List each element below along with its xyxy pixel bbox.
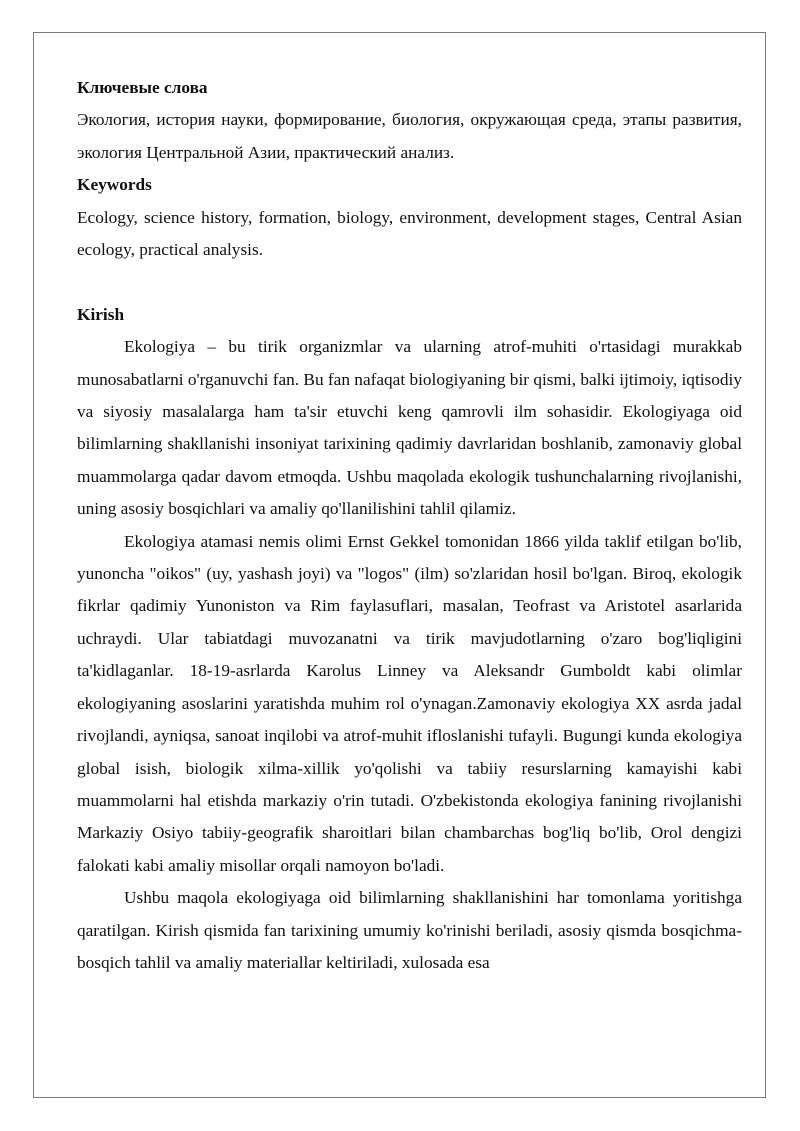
intro-paragraph-3: Ushbu maqola ekologiyaga oid bilimlarning shakllanishini har tomonlama yoritishga qaratilgan. Kirish qismida fan tarixining umumiy ko'rinishi beriladi, asosiy qismda bosqichma-bosqich tahlil va amaliy materiallar keltiriladi, xulosada esa (77, 888, 742, 972)
keywords-ru-text: Экология, история науки, формирование, биология, окружающая среда, этапы развития, экология Центральной Азии, практический анализ. (77, 110, 742, 162)
keywords-en-heading: Keywords (77, 175, 152, 195)
intro-heading: Kirish (77, 304, 125, 324)
keywords-ru-heading: Ключевые слова (77, 78, 208, 97)
keywords-en-text: Ecology, science history, formation, biology, environment, development stages, Central Asian ecology, practical analysis. (77, 207, 742, 260)
section-spacer (77, 266, 742, 298)
document-body (77, 72, 742, 979)
intro-paragraph-2: Ekologiya atamasi nemis olimi Ernst Gekkel tomonidan 1866 yilda taklif etilgan bo'lib, yunoncha "oikos" (uy, yashash joyi) va "logos" (ilm) so'zlaridan hosil bo'lgan. Biroq, ekologik fikrlar qadimiy Yunoniston va Rim faylasuflari, masalan, Teofrast va Aristotel asarlarida uchraydi. Ular tabiatdagi muvozanatni va tirik mavjudotlarning o'zaro bog'liqligini ta'kidlaganlar. 18-19-asrlarda Karolus Linney va Aleksandr Gumboldt kabi olimlar ekologiyaning asoslarini yaratishda muhim rol o'ynagan.Zamonaviy ekologiya XX asrda jadal rivojlandi, ayniqsa, sanoat inqilobi va atrof-muhit ifloslanishi tufayli. Bugungi kunda ekologiya global isish, biologik xilma-xillik yo'qolishi va tabiiy resurslarning kamayishi kabi muammolarni hal etishda markaziy o'rin tutadi. O'zbekistonda ekologiya fanining rivojlanishi Markaziy Osiyo tabiiy-geografik sharoitlari bilan chambarchas bog'liq bo'lib, Orol dengizi falokati kabi amaliy misollar orqali namoyon bo'ladi. (77, 531, 742, 875)
intro-paragraph-1: Ekologiya – bu tirik organizmlar va ularning atrof-muhiti o'rtasidagi murakkab munosabatlarni o'rganuvchi fan. Bu fan nafaqat biologiyaning bir qismi, balki ijtimoiy, iqtisodiy va siyosiy masalalarga ham ta'sir etuvchi keng qamrovli ilm sohasidir. Ekologiyaga oid bilimlarning shakllanishi insoniyat tarixining qadimiy davrlaridan boshlanib, zamonaviy global muammolarga qadar davom etmoqda. Ushbu maqolada ekologik tushunchalarning rivojlanishi, uning asosiy bosqichlari va amaliy qo'llanilishini tahlil qilamiz. (77, 337, 742, 519)
